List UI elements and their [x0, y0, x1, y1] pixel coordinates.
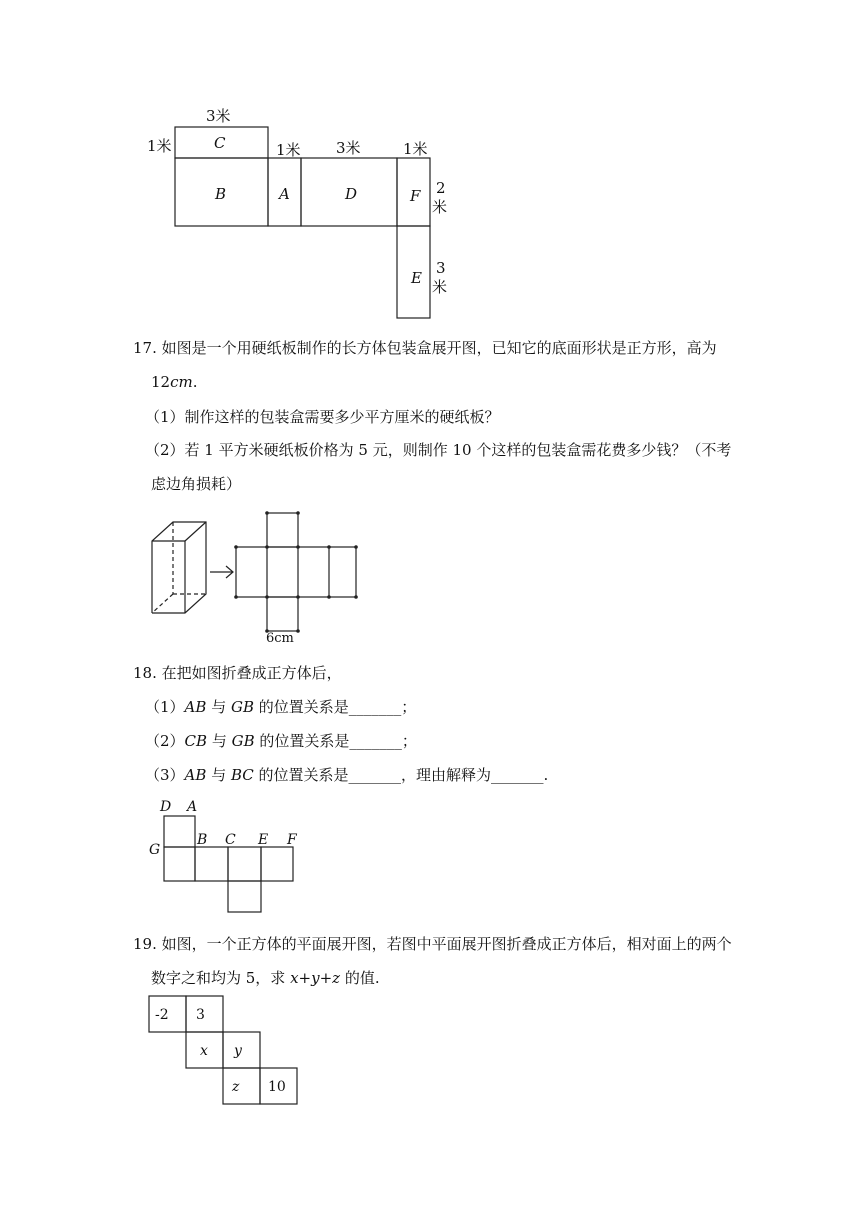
q18-intro: 在把如图折叠成正方体后， [161, 664, 342, 682]
q17-sub2-line1: （2）若 1 平方米硬纸板价格为 5 元，则制作 10 个这样的包装盒需花费多少钱？（不考 [145, 441, 732, 459]
q18-item-prefix: （1） [145, 698, 185, 716]
q18-item-var: GB [231, 732, 255, 750]
q19-text-pre: 数字之和均为 5，求 [151, 969, 291, 987]
box-net-drawing [236, 513, 356, 631]
cell-3-value: x [200, 1043, 208, 1059]
q18-item-var: GB [230, 698, 254, 716]
label-c: C [214, 134, 226, 152]
vertex-b: B [197, 832, 208, 848]
q18-item-conj: 与 [211, 698, 227, 716]
dim-a-width: 1米 [276, 141, 301, 159]
q18-item-var: AB [184, 698, 207, 716]
q18-intro-line [133, 663, 342, 683]
dim-f-height-num: 2 [436, 179, 446, 197]
q17-number: 17. [133, 339, 157, 357]
q18-number: 18. [133, 664, 157, 682]
cell-4-value: y [234, 1043, 242, 1059]
dim-d-width: 3米 [336, 139, 361, 157]
q18-item-conj: 与 [211, 732, 227, 750]
dim-e-height-num: 3 [436, 259, 446, 277]
q19-text-post: 的值. [340, 969, 380, 987]
q17-line1 [133, 338, 717, 358]
q18-item-prefix: （2） [145, 732, 185, 750]
dim-f-width: 1米 [403, 140, 428, 158]
q19-expression: x+y+z [290, 969, 341, 987]
q18-item-3 [145, 765, 548, 785]
cell-1-value: -2 [155, 1007, 169, 1023]
q17-sub2-line2: 虑边角损耗） [151, 475, 242, 493]
cell-6-value: 10 [268, 1079, 286, 1095]
arrow-icon [210, 566, 233, 578]
q17-line2 [151, 372, 198, 392]
vertex-c: C [225, 832, 236, 848]
q18-item-var: CB [184, 732, 208, 750]
dim-c-height: 1米 [147, 137, 172, 155]
cuboid-drawing [152, 522, 206, 613]
label-e: E [411, 269, 422, 287]
vertex-g: G [149, 842, 161, 858]
q17-sub1: （1）制作这样的包装盒需要多少平方厘米的硬纸板？ [145, 408, 500, 426]
q19-text: 如图，一个正方体的平面展开图，若图中平面展开图折叠成正方体后，相对面上的两个 [161, 935, 732, 953]
vertex-f: F [287, 832, 297, 848]
box-net-figure [0, 0, 860, 330]
net-width-label: 6cm [266, 631, 294, 646]
label-a: A [279, 185, 290, 203]
cell-2-value: 3 [196, 1007, 205, 1023]
dim-f-height-unit: 米 [432, 198, 448, 216]
label-d: D [345, 185, 358, 203]
q18-item-conj: 与 [211, 766, 227, 784]
q18-item-2 [145, 731, 417, 751]
q18-item-rest: 的位置关系是_______； [259, 732, 417, 750]
q17-height-value: 12 [151, 373, 171, 391]
q18-item-prefix: （3） [145, 766, 185, 784]
cell-5-value: z [232, 1079, 240, 1095]
dim-c-width: 3米 [206, 107, 231, 125]
label-f: F [410, 187, 421, 205]
cuboid-net-figure [0, 500, 860, 650]
q17-text: 如图是一个用硬纸板制作的长方体包装盒展开图，已知它的底面形状是正方形，高为 [161, 339, 717, 357]
q17-height-unit: cm [170, 373, 193, 391]
q18-item-var: BC [230, 766, 254, 784]
q19-line1 [133, 934, 732, 954]
q18-item-rest: 的位置关系是_______，理由解释为_______. [258, 766, 549, 784]
q18-item-rest: 的位置关系是_______； [258, 698, 417, 716]
q18-item-var: AB [184, 766, 207, 784]
vertex-d: D [160, 799, 172, 815]
q19-line2 [151, 968, 380, 988]
vertex-a: A [187, 799, 198, 815]
dim-e-height-unit: 米 [432, 278, 448, 296]
q18-item-1 [145, 697, 416, 717]
q17-period: . [192, 373, 198, 391]
cube-net-figure-q19 [0, 990, 860, 1110]
vertex-e: E [258, 832, 269, 848]
q19-number: 19. [133, 935, 157, 953]
cube-net-figure-q18 [0, 795, 860, 920]
label-b: B [215, 185, 227, 203]
cell-5 [223, 1068, 260, 1104]
